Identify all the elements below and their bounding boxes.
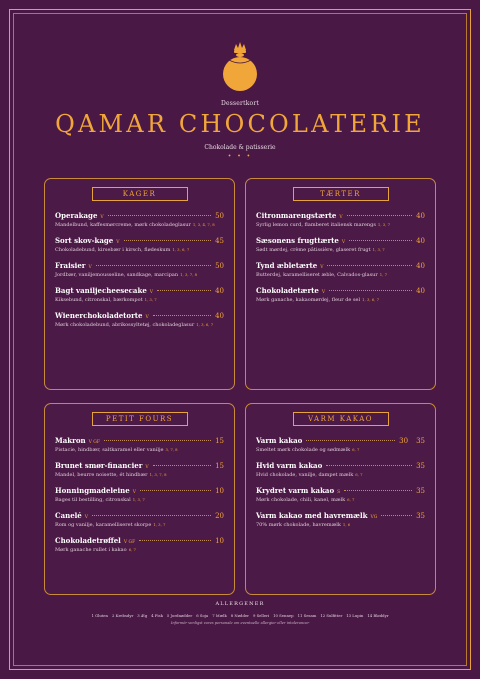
diet-tag: V xyxy=(149,290,154,295)
menu-item-price: 40 xyxy=(215,312,224,320)
menu-item-row xyxy=(256,436,425,445)
diet-tag: V xyxy=(339,215,343,220)
menu-item-row xyxy=(55,311,224,320)
description-text: Mandelbund, kaffesmørcreme, mørk chokoladeglasur xyxy=(55,222,191,228)
description-text: Smeltet mørk chokolade og sødmælk xyxy=(256,447,351,453)
dotted-leader xyxy=(104,440,211,441)
section-title: PETIT FOURS xyxy=(92,412,188,426)
menu-item-row xyxy=(55,511,224,520)
diet-tag: VG xyxy=(370,515,378,520)
allergen-codes: 6, 7 xyxy=(352,447,360,452)
dotted-leader xyxy=(347,215,412,216)
menu-item xyxy=(55,536,224,554)
description-text: Pistacie, hindbær, saltkaramel eller vanilje xyxy=(55,447,164,453)
allergen-entry: 7 Mælk xyxy=(212,613,227,618)
menu-item-description xyxy=(55,321,224,329)
menu-item-description xyxy=(55,446,224,454)
dotted-leader xyxy=(139,540,211,541)
description-text: Mørk ganache rullet i kakao xyxy=(55,547,127,553)
allergen-entry: 3 Æg xyxy=(137,613,148,618)
diet-tag: V xyxy=(132,490,136,495)
menu-item-name: Citronmarengstærte xyxy=(256,211,337,220)
menu-item-price: 40 xyxy=(416,262,425,270)
description-text: Jordbær, vaniljemousseline, sandkage, marcipan xyxy=(55,272,179,278)
menu-item-name: Sæsonens frugttærte xyxy=(256,236,339,245)
allergen-entry: 1 Gluten xyxy=(91,613,108,618)
menu-item xyxy=(55,461,224,479)
menu-item-name: Honningmadeleine xyxy=(55,486,130,495)
menu-item-description xyxy=(55,471,224,479)
menu-item-name: Wienerchokoladetorte xyxy=(55,311,143,320)
dotted-leader xyxy=(381,515,412,516)
allergen-codes: 6, 7 xyxy=(355,472,363,477)
description-text: 70% mørk chokolade, havremælk xyxy=(256,522,341,528)
menu-item xyxy=(55,311,224,329)
menu-item xyxy=(55,486,224,504)
menu-item-description xyxy=(256,246,425,254)
menu-item xyxy=(55,236,224,254)
dotted-leader xyxy=(306,440,395,441)
dotted-leader xyxy=(108,215,211,216)
allergen-entry: 9 Selleri xyxy=(252,613,270,618)
menu-item xyxy=(55,511,224,529)
diet-tag: V xyxy=(145,465,149,470)
menu-item-description xyxy=(55,496,224,504)
allergen-codes: 1, 3, 7 xyxy=(132,497,145,502)
dotted-leader xyxy=(92,515,211,516)
menu-header xyxy=(0,40,480,160)
menu-item-row xyxy=(55,486,224,495)
menu-item-name: Hvid varm kakao xyxy=(256,461,323,470)
allergen-entry: 2 Krebsdyr xyxy=(112,613,134,618)
menu-item-description xyxy=(256,221,425,229)
menu-item-price: 40 xyxy=(416,287,425,295)
allergen-codes: 3, 7, 8 xyxy=(165,447,178,452)
description-text: Hvid chokolade, vanilje, dampet mælk xyxy=(256,472,354,478)
menu-item-row xyxy=(55,536,224,545)
menu-item xyxy=(256,211,425,229)
description-text: Sødt mørdej, crème pâtissière, glaseret frugt xyxy=(256,247,371,253)
menu-item xyxy=(256,511,425,529)
dotted-leader xyxy=(326,465,412,466)
menu-item-name: Tynd æbletærte xyxy=(256,261,318,270)
description-text: Bages til bestilling, citronskal xyxy=(55,497,131,503)
dotted-leader xyxy=(153,315,211,316)
allergen-codes: 1, 3, 7 xyxy=(372,247,385,252)
section-taerter xyxy=(245,178,436,390)
menu-item-description xyxy=(256,296,425,304)
menu-item xyxy=(55,261,224,279)
menu-item xyxy=(55,436,224,454)
allergen-codes: 1, 7 xyxy=(379,272,388,277)
allergen-codes: 1, 3, 6, 7 xyxy=(362,297,380,302)
menu-item-description xyxy=(256,496,425,504)
menu-item-row xyxy=(55,461,224,470)
menu-item-description xyxy=(55,271,224,279)
allergens-title: ALLERGENER xyxy=(215,601,265,607)
menu-item-description xyxy=(55,546,224,554)
allergen-entry: 8 Nødder xyxy=(230,613,249,618)
section-title: TÆRTER xyxy=(293,187,389,201)
allergen-entry: 13 Lupin xyxy=(346,613,364,618)
page-title: QAMAR CHOCOLATERIE xyxy=(55,110,425,138)
decorative-dots: • • • xyxy=(227,153,253,160)
description-text: Chokoladebund, kirsebær i kirsch, flødeskum xyxy=(55,247,171,253)
menu-item xyxy=(55,211,224,229)
menu-item-row xyxy=(256,286,425,295)
allergen-codes: 1, 3, 4, 7, 8 xyxy=(192,222,215,227)
menu-item-name: Varm kakao med havremælk xyxy=(256,511,368,520)
page-subtitle: Chokolade & patisserie xyxy=(204,144,276,151)
section-varm-kakao xyxy=(245,403,436,595)
menu-item-name: Canelé xyxy=(55,511,82,520)
menu-item-price: 30 xyxy=(399,437,409,445)
section-petit-fours xyxy=(44,403,235,595)
diet-tag: V xyxy=(320,265,324,270)
diet-tag: V GF xyxy=(88,440,100,445)
menu-item xyxy=(256,261,425,279)
dotted-leader xyxy=(157,290,211,291)
allergens-footer xyxy=(0,601,480,625)
menu-item-name: Krydret varm kakao xyxy=(256,486,335,495)
menu-item-row xyxy=(256,461,425,470)
allergens-note: Informér venligst vores personale om eventuelle allergier eller intolerancer xyxy=(170,621,310,625)
menu-item-price: 10 xyxy=(215,537,224,545)
allergen-entry: 14 Bløddyr xyxy=(367,613,389,618)
diet-tag: V xyxy=(100,215,104,220)
menu-item xyxy=(256,436,425,454)
diet-tag: V xyxy=(116,240,120,245)
dotted-leader xyxy=(349,240,412,241)
menu-item-description xyxy=(256,271,425,279)
menu-item-price: 40 xyxy=(416,212,425,220)
menu-item-name: Sort skov-kage xyxy=(55,236,114,245)
menu-item-row xyxy=(55,236,224,245)
menu-item-description xyxy=(55,521,224,529)
diet-tag: V xyxy=(341,240,346,245)
menu-item-name: Varm kakao xyxy=(256,436,303,445)
allergen-codes: 1, 3, 7 xyxy=(153,522,166,527)
menu-item-price: 50 xyxy=(215,212,224,220)
allergen-codes: 1, 3, 6, 7 xyxy=(196,322,214,327)
diet-tag: V xyxy=(321,290,326,295)
menu-item-row xyxy=(256,261,425,270)
allergen-codes: 1, 3, 7 xyxy=(144,297,157,302)
diet-tag: V xyxy=(84,515,89,520)
menu-item-name: Brunet smør-financier xyxy=(55,461,143,470)
menu-item-description xyxy=(256,471,425,479)
description-text: Syrlig lemon curd, flamberet italiensk marengs xyxy=(256,222,376,228)
cocoa-pot-logo-icon xyxy=(220,40,260,96)
section-title: KAGER xyxy=(92,187,188,201)
menu-item xyxy=(55,286,224,304)
menu-item-price: 40 xyxy=(416,237,425,245)
section-title: VARM KAKAO xyxy=(293,412,389,426)
menu-item-row xyxy=(55,286,224,295)
dotted-leader xyxy=(96,265,211,266)
menu-item-price: 35 xyxy=(416,462,425,470)
menu-item-price-large: 35 xyxy=(416,437,425,445)
dotted-leader xyxy=(153,465,211,466)
dotted-leader xyxy=(124,240,212,241)
menu-item-description xyxy=(256,521,425,529)
diet-tag: S xyxy=(337,490,341,495)
menu-item-row xyxy=(256,511,425,520)
menu-item-price: 35 xyxy=(416,487,425,495)
menu-item-price: 50 xyxy=(215,262,224,270)
menu-item-row xyxy=(256,236,425,245)
menu-item xyxy=(256,286,425,304)
menu-item-row xyxy=(256,486,425,495)
menu-item-price: 20 xyxy=(215,512,224,520)
menu-item-name: Chokoladetærte xyxy=(256,286,319,295)
diet-tag: V xyxy=(88,265,92,270)
dotted-leader xyxy=(329,290,412,291)
allergen-entry: 4 Fisk xyxy=(151,613,163,618)
menu-item-description xyxy=(256,446,425,454)
allergen-entry: 5 Jordnødder xyxy=(166,613,193,618)
dotted-leader xyxy=(344,490,412,491)
allergen-codes: 1, 3, 7, 8 xyxy=(180,272,198,277)
menu-item-name: Fraisier xyxy=(55,261,86,270)
diet-tag: V xyxy=(145,315,149,320)
menu-item xyxy=(256,461,425,479)
description-text: Mørk chokoladebund, abrikossyltetøj, chokoladeglasur xyxy=(55,322,195,328)
allergen-entry: 12 Sulfitter xyxy=(320,613,343,618)
allergen-codes: 1, 3, 7 xyxy=(377,222,390,227)
menu-item-price: 40 xyxy=(215,287,224,295)
allergen-codes: 1, 3, 7, 8 xyxy=(149,472,167,477)
menu-item-name: Makron xyxy=(55,436,86,445)
allergen-entry: 11 Sesam xyxy=(297,613,317,618)
menu-item-row xyxy=(55,261,224,270)
menu-item-price: 15 xyxy=(215,437,224,445)
menu-item-name: Operakage xyxy=(55,211,98,220)
description-text: Mandel, beurre noisette, ét hindbær xyxy=(55,472,148,478)
menu-item xyxy=(256,236,425,254)
section-kager xyxy=(44,178,235,390)
allergen-codes: 6, 7 xyxy=(128,547,136,552)
menu-item-row xyxy=(55,211,224,220)
menu-item-row xyxy=(55,436,224,445)
allergen-entry: 6 Soja xyxy=(196,613,209,618)
menu-item-price: 35 xyxy=(416,512,425,520)
menu-item-description xyxy=(55,296,224,304)
allergen-entry: 10 Sennep xyxy=(273,613,294,618)
allergens-list xyxy=(0,613,480,618)
description-text: Mørk chokolade, chili, kanel, mælk xyxy=(256,497,346,503)
description-text: Mørk ganache, kakaomørdej, fleur de sel xyxy=(256,297,361,303)
menu-item-name: Bagt vaniljecheesecake xyxy=(55,286,147,295)
menu-item-price: 45 xyxy=(215,237,224,245)
allergen-codes: 1, 6 xyxy=(342,522,351,527)
dotted-leader xyxy=(327,265,412,266)
menu-item-price: 10 xyxy=(215,487,224,495)
menu-item xyxy=(256,486,425,504)
description-text: Rom og vanilje, karamelliseret skorpe xyxy=(55,522,152,528)
menu-item-price: 15 xyxy=(215,462,224,470)
menu-item-description xyxy=(55,221,224,229)
dotted-leader xyxy=(140,490,211,491)
allergen-codes: 6, 7 xyxy=(347,497,355,502)
description-text: Butterdej, karamelliseret æble, Calvados-glasur xyxy=(256,272,378,278)
diet-tag: V GF xyxy=(123,540,136,545)
menu-item-name: Chokoladetrøffel xyxy=(55,536,121,545)
description-text: Kiksebund, citronskal, bærkompot xyxy=(55,297,143,303)
kicker-text: Dessertkort xyxy=(220,100,260,107)
menu-item-row xyxy=(256,211,425,220)
menu-item-description xyxy=(55,246,224,254)
allergen-codes: 1, 3, 6, 7 xyxy=(172,247,190,252)
